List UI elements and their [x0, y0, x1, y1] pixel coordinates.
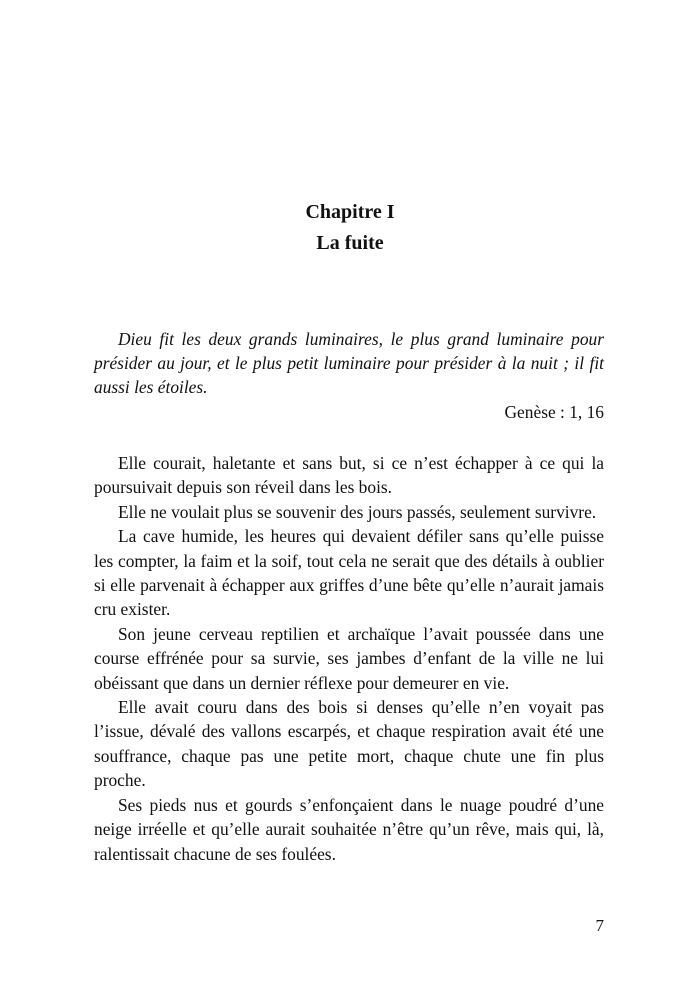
paragraph: Son jeune cerveau reptilien et archaïque l’avait poussée dans une course effrénée pour sa survie, ses jambes d’enfant de la ville ne lui obéissant que dans un dernier réflexe pour demeurer en vie. — [94, 623, 604, 693]
epigraph-text: Dieu fit les deux grands luminaires, le plus grand luminaire pour présider au jour, et le plus petit luminaire pour présider à la nuit ; il fit aussi les étoiles. — [94, 329, 604, 397]
paragraph: Elle avait couru dans des bois si denses qu’elle n’en voyait pas l’issue, dévalé des vallons escarpés, et chaque respiration avait été une souffrance, chaque pas une petite mort, chaque chute une fin plus proche. — [94, 697, 604, 791]
chapter-title: La fuite — [316, 232, 384, 254]
page-number: 7 — [595, 916, 604, 935]
paragraph: Elle ne voulait plus se souvenir des jours passés, seulement survivre. — [118, 501, 597, 522]
paragraph: Ses pieds nus et gourds s’enfonçaient dans le nuage poudré d’une neige irréelle et qu’elle aurait souhaitée n’être qu’un rêve, mais qui, là, ralentissait chacune de ses foulées. — [94, 794, 604, 864]
chapter-number: Chapitre I — [305, 201, 395, 223]
chapter-body — [94, 451, 604, 866]
paragraph: La cave humide, les heures qui devaient défiler sans qu’elle puisse les compter, la faim et la soif, tout cela ne serait que des détails à oublier si elle parvenait à échapper aux griffes d’une bête qu’elle n’aurait jamais cru exister. — [94, 526, 604, 620]
paragraph: Elle courait, haletante et sans but, si ce n’est échapper à ce qui la poursuivait depuis son réveil dans les bois. — [94, 453, 604, 498]
epigraph-source: Genèse : 1, 16 — [504, 402, 604, 422]
